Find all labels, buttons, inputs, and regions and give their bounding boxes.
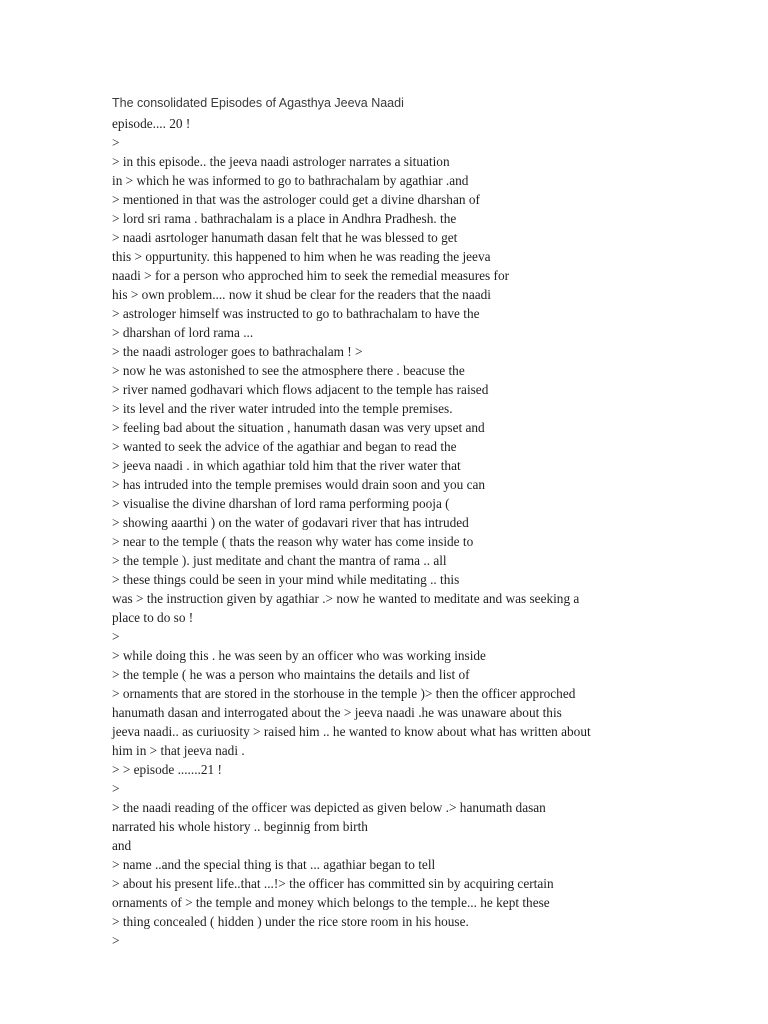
- text-line: > these things could be seen in your mind while meditating .. this: [112, 572, 460, 587]
- text-line: his > own problem.... now it shud be clear for the readers that the naadi: [112, 287, 491, 302]
- document-body: [112, 114, 672, 950]
- text-line: > river named godhavari which flows adjacent to the temple has raised: [112, 382, 489, 397]
- text-line: > thing concealed ( hidden ) under the rice store room in his house.: [112, 914, 469, 929]
- text-line: episode.... 20 !: [112, 116, 191, 131]
- text-line: in > which he was informed to go to bathrachalam by agathiar .and: [112, 173, 469, 188]
- text-line: > now he was astonished to see the atmosphere there . beacuse the: [112, 363, 465, 378]
- document-title: The consolidated Episodes of Agasthya Jeeva Naadi: [112, 96, 404, 110]
- text-line: > > episode .......21 !: [112, 762, 222, 777]
- text-line: > has intruded into the temple premises would drain soon and you can: [112, 477, 486, 492]
- text-line: > lord sri rama . bathrachalam is a place in Andhra Pradhesh. the: [112, 211, 457, 226]
- text-line: >: [112, 781, 120, 796]
- text-line: > feeling bad about the situation , hanumath dasan was very upset and: [112, 420, 485, 435]
- text-line: > about his present life..that ...!> the officer has committed sin by acquiring certain: [112, 876, 554, 891]
- text-line: hanumath dasan and interrogated about the > jeeva naadi .he was unaware about this: [112, 705, 562, 720]
- text-line: > jeeva naadi . in which agathiar told him that the river water that: [112, 458, 461, 473]
- text-line: this > oppurtunity. this happened to him when he was reading the jeeva: [112, 249, 491, 264]
- text-line: him in > that jeeva nadi .: [112, 743, 245, 758]
- text-line: > mentioned in that was the astrologer could get a divine dharshan of: [112, 192, 480, 207]
- text-line: > the temple ( he was a person who maintains the details and list of: [112, 667, 470, 682]
- text-line: > in this episode.. the jeeva naadi astrologer narrates a situation: [112, 154, 450, 169]
- text-line: > wanted to seek the advice of the agathiar and began to read the: [112, 439, 457, 454]
- text-line: > showing aaarthi ) on the water of godavari river that has intruded: [112, 515, 469, 530]
- text-line: narrated his whole history .. beginnig from birth: [112, 819, 368, 834]
- text-line: >: [112, 135, 120, 150]
- text-line: was > the instruction given by agathiar .> now he wanted to meditate and was seeking a: [112, 591, 580, 606]
- text-line: > the temple ). just meditate and chant the mantra of rama .. all: [112, 553, 447, 568]
- text-line: > dharshan of lord rama ...: [112, 325, 254, 340]
- text-line: naadi > for a person who approched him to seek the remedial measures for: [112, 268, 510, 283]
- text-line: > astrologer himself was instructed to go to bathrachalam to have the: [112, 306, 480, 321]
- text-line: > while doing this . he was seen by an officer who was working inside: [112, 648, 486, 663]
- text-line: > name ..and the special thing is that ... agathiar began to tell: [112, 857, 436, 872]
- text-line: place to do so !: [112, 610, 194, 625]
- text-line: > naadi asrtologer hanumath dasan felt that he was blessed to get: [112, 230, 458, 245]
- text-line: > its level and the river water intruded into the temple premises.: [112, 401, 453, 416]
- text-line: >: [112, 933, 120, 948]
- text-line: ornaments of > the temple and money which belongs to the temple... he kept these: [112, 895, 550, 910]
- text-line: > ornaments that are stored in the storhouse in the temple )> then the officer approched: [112, 686, 576, 701]
- text-line: > the naadi reading of the officer was depicted as given below .> hanumath dasan: [112, 800, 546, 815]
- text-line: > visualise the divine dharshan of lord rama performing pooja (: [112, 496, 450, 511]
- text-line: > near to the temple ( thats the reason why water has come inside to: [112, 534, 474, 549]
- text-line: and: [112, 838, 132, 853]
- text-line: >: [112, 629, 120, 644]
- text-line: jeeva naadi.. as curiuosity > raised him .. he wanted to know about what has written about: [112, 724, 591, 739]
- text-line: > the naadi astrologer goes to bathrachalam ! >: [112, 344, 363, 359]
